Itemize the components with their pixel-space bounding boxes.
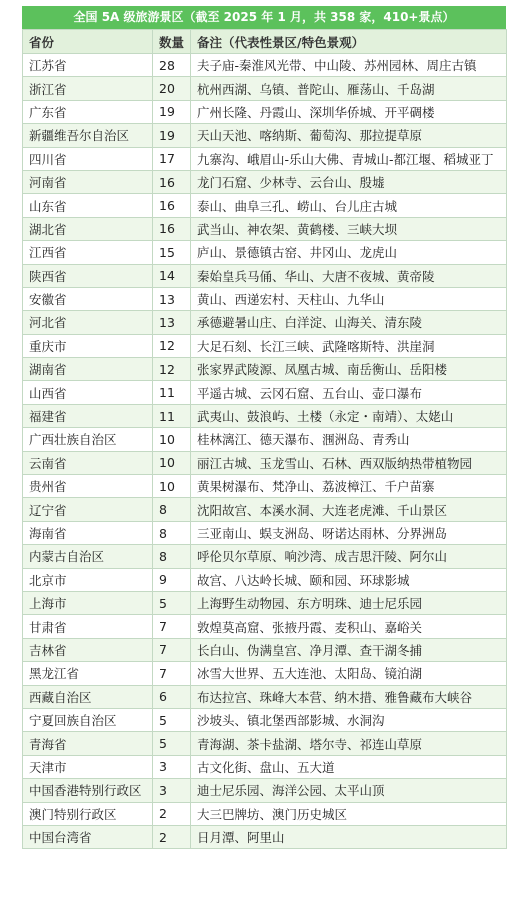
cell-note: 丽江古城、玉龙雪山、石林、西双版纳热带植物园 [191,451,507,474]
cell-count: 5 [153,708,191,731]
cell-province: 青海省 [23,732,153,755]
cell-count: 10 [153,428,191,451]
cell-note: 广州长隆、丹霞山、深圳华侨城、开平碉楼 [191,100,507,123]
cell-province: 吉林省 [23,638,153,661]
table-row [23,147,507,170]
cell-province: 澳门特别行政区 [23,802,153,825]
cell-count: 12 [153,358,191,381]
cell-note: 泰山、曲阜三孔、崂山、台儿庄古城 [191,194,507,217]
cell-count: 13 [153,287,191,310]
cell-province: 贵州省 [23,475,153,498]
cell-note: 武当山、神农架、黄鹤楼、三峡大坝 [191,217,507,240]
table-row [23,311,507,334]
cell-count: 16 [153,170,191,193]
cell-note: 冰雪大世界、五大连池、太阳岛、镜泊湖 [191,662,507,685]
cell-note: 夫子庙-秦淮风光带、中山陵、苏州园林、周庄古镇 [191,54,507,77]
cell-count: 7 [153,615,191,638]
table-row [23,732,507,755]
cell-count: 20 [153,77,191,100]
cell-note: 黄果树瀑布、梵净山、荔波樟江、千户苗寨 [191,475,507,498]
table-row [23,475,507,498]
cell-province: 中国香港特别行政区 [23,779,153,802]
cell-count: 8 [153,545,191,568]
cell-province: 黑龙江省 [23,662,153,685]
header-province: 省份 [23,30,153,54]
table-row [23,825,507,848]
cell-province: 江西省 [23,241,153,264]
cell-count: 13 [153,311,191,334]
table-row [23,755,507,778]
scenic-spots-table [22,29,507,849]
cell-note: 日月潭、阿里山 [191,825,507,848]
cell-count: 10 [153,451,191,474]
cell-count: 8 [153,498,191,521]
cell-count: 2 [153,802,191,825]
table-row [23,685,507,708]
cell-province: 湖北省 [23,217,153,240]
cell-note: 布达拉宫、珠峰大本营、纳木措、雅鲁藏布大峡谷 [191,685,507,708]
cell-note: 沈阳故宫、本溪水洞、大连老虎滩、千山景区 [191,498,507,521]
cell-count: 5 [153,591,191,614]
cell-province: 河北省 [23,311,153,334]
cell-count: 10 [153,475,191,498]
cell-province: 陕西省 [23,264,153,287]
cell-note: 大足石刻、长江三峡、武隆喀斯特、洪崖洞 [191,334,507,357]
cell-note: 迪士尼乐园、海洋公园、太平山顶 [191,779,507,802]
cell-count: 5 [153,732,191,755]
cell-note: 大三巴牌坊、澳门历史城区 [191,802,507,825]
table-row [23,334,507,357]
cell-count: 6 [153,685,191,708]
table-row [23,100,507,123]
cell-note: 武夷山、鼓浪屿、土楼（永定・南靖）、太姥山 [191,404,507,427]
cell-count: 17 [153,147,191,170]
cell-province: 福建省 [23,404,153,427]
table-row [23,54,507,77]
cell-count: 28 [153,54,191,77]
cell-count: 7 [153,638,191,661]
cell-note: 青海湖、茶卡盐湖、塔尔寺、祁连山草原 [191,732,507,755]
cell-note: 长白山、伪满皇宫、净月潭、查干湖冬捕 [191,638,507,661]
table-row [23,77,507,100]
cell-note: 杭州西湖、乌镇、普陀山、雁荡山、千岛湖 [191,77,507,100]
cell-province: 山西省 [23,381,153,404]
table-row [23,404,507,427]
cell-province: 天津市 [23,755,153,778]
cell-note: 龙门石窟、少林寺、云台山、殷墟 [191,170,507,193]
cell-count: 16 [153,194,191,217]
table-row [23,615,507,638]
cell-province: 海南省 [23,521,153,544]
cell-province: 浙江省 [23,77,153,100]
table-row [23,521,507,544]
cell-province: 新疆维吾尔自治区 [23,124,153,147]
cell-note: 天山天池、喀纳斯、葡萄沟、那拉提草原 [191,124,507,147]
cell-note: 呼伦贝尔草原、响沙湾、成吉思汗陵、阿尔山 [191,545,507,568]
table-row [23,779,507,802]
table-row [23,498,507,521]
cell-count: 15 [153,241,191,264]
cell-province: 上海市 [23,591,153,614]
cell-province: 广西壮族自治区 [23,428,153,451]
table-row [23,264,507,287]
cell-province: 宁夏回族自治区 [23,708,153,731]
cell-count: 16 [153,217,191,240]
cell-count: 8 [153,521,191,544]
table-row [23,358,507,381]
cell-note: 庐山、景德镇古窑、井冈山、龙虎山 [191,241,507,264]
cell-count: 19 [153,100,191,123]
table-row [23,545,507,568]
cell-note: 桂林漓江、德天瀑布、涠洲岛、青秀山 [191,428,507,451]
cell-count: 9 [153,568,191,591]
table-row [23,802,507,825]
cell-province: 湖南省 [23,358,153,381]
cell-count: 11 [153,381,191,404]
cell-count: 19 [153,124,191,147]
table-row [23,568,507,591]
cell-note: 故宫、八达岭长城、颐和园、环球影城 [191,568,507,591]
header-note: 备注（代表性景区/特色景观） [191,30,507,54]
table-body [23,54,507,849]
cell-note: 秦始皇兵马俑、华山、大唐不夜城、黄帝陵 [191,264,507,287]
cell-province: 安徽省 [23,287,153,310]
cell-province: 广东省 [23,100,153,123]
cell-province: 中国台湾省 [23,825,153,848]
scenic-table-container [22,6,506,849]
table-row [23,381,507,404]
cell-count: 14 [153,264,191,287]
cell-note: 沙坡头、镇北堡西部影城、水洞沟 [191,708,507,731]
cell-note: 上海野生动物园、东方明珠、迪士尼乐园 [191,591,507,614]
cell-note: 张家界武陵源、凤凰古城、南岳衡山、岳阳楼 [191,358,507,381]
table-header-row [23,30,507,54]
cell-count: 3 [153,779,191,802]
cell-note: 平遥古城、云冈石窟、五台山、壶口瀑布 [191,381,507,404]
table-row [23,451,507,474]
cell-count: 12 [153,334,191,357]
table-row [23,194,507,217]
cell-province: 山东省 [23,194,153,217]
cell-note: 黄山、西递宏村、天柱山、九华山 [191,287,507,310]
cell-count: 11 [153,404,191,427]
cell-province: 云南省 [23,451,153,474]
cell-count: 7 [153,662,191,685]
cell-province: 四川省 [23,147,153,170]
cell-count: 3 [153,755,191,778]
table-row [23,428,507,451]
cell-note: 古文化街、盘山、五大道 [191,755,507,778]
cell-province: 西藏自治区 [23,685,153,708]
table-row [23,170,507,193]
cell-province: 重庆市 [23,334,153,357]
cell-count: 2 [153,825,191,848]
cell-province: 江苏省 [23,54,153,77]
cell-province: 辽宁省 [23,498,153,521]
cell-note: 承德避暑山庄、白洋淀、山海关、清东陵 [191,311,507,334]
table-row [23,241,507,264]
cell-note: 敦煌莫高窟、张掖丹霞、麦积山、嘉峪关 [191,615,507,638]
header-count: 数量 [153,30,191,54]
table-row [23,287,507,310]
table-row [23,124,507,147]
cell-note: 三亚南山、蜈支洲岛、呀诺达雨林、分界洲岛 [191,521,507,544]
cell-note: 九寨沟、峨眉山-乐山大佛、青城山-都江堰、稻城亚丁 [191,147,507,170]
table-row [23,662,507,685]
cell-province: 河南省 [23,170,153,193]
cell-province: 北京市 [23,568,153,591]
table-title: 全国 5A 级旅游景区（截至 2025 年 1 月，共 358 家，410+景点） [22,6,506,29]
table-row [23,591,507,614]
table-row [23,638,507,661]
table-row [23,217,507,240]
cell-province: 内蒙古自治区 [23,545,153,568]
cell-province: 甘肃省 [23,615,153,638]
table-row [23,708,507,731]
